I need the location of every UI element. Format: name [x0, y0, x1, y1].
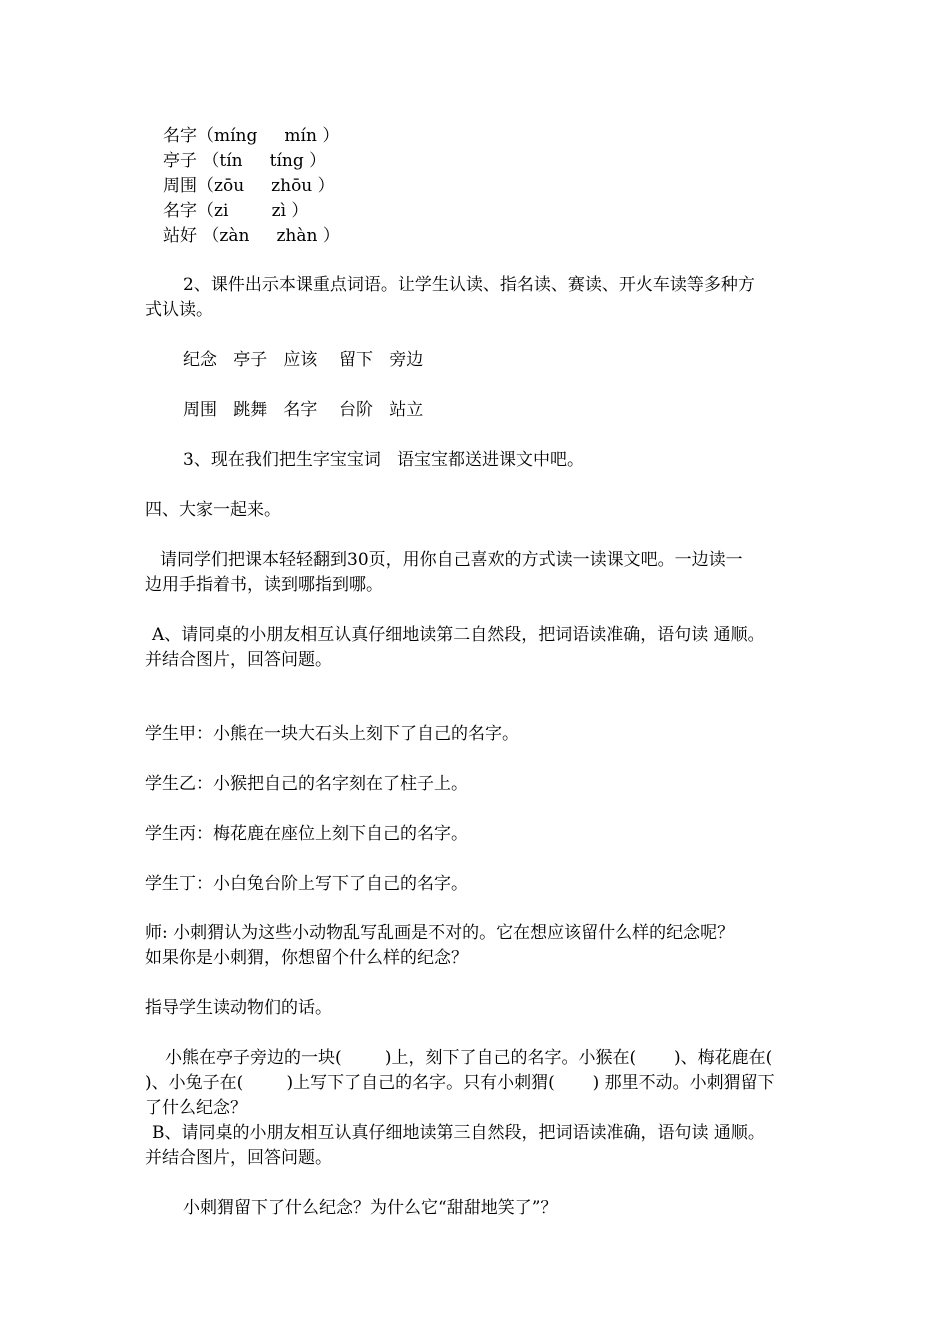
- step2-line1: 2、课件出示本课重点词语。让学生认读、指名读、赛读、开火车读等多种方: [183, 275, 755, 295]
- pinyin-item: 亭子 （tín tíng ）: [163, 151, 327, 171]
- teacher-line2: 如果你是小刺猬，你想留个什么样的纪念？: [145, 948, 468, 968]
- guide-text: 指导学生读动物们的话。: [145, 998, 332, 1018]
- intro-line2: 边用手指着书，读到哪指到哪。: [145, 575, 383, 595]
- step3: 3、现在我们把生字宝宝词 语宝宝都送进课文中吧。: [183, 450, 585, 470]
- step2-line2: 式认读。: [145, 300, 213, 320]
- pinyin-item: 周围（zōu zhōu ）: [163, 176, 335, 196]
- task-a-line1: A、请同桌的小朋友相互认真仔细地读第二自然段，把词语读准确，语句读 通顺。: [152, 625, 765, 645]
- teacher-line1: 师: 小刺猬认为这些小动物乱写乱画是不对的。它在想应该留什么样的纪念呢？: [145, 923, 735, 943]
- pinyin-item: 站好 （zàn zhàn ）: [163, 226, 340, 246]
- intro-line1: 请同学们把课本轻轻翻到30页，用你自己喜欢的方式读一读课文吧。一边读一: [160, 550, 743, 570]
- fill-blank-line2: )、小兔子在( )上写下了自己的名字。只有小刺猬( ) 那里不动。小刺猬留下: [145, 1073, 775, 1093]
- student-answer: 学生丁：小白兔台阶上写下了自己的名字。: [145, 874, 468, 894]
- key-words-row-2: 周围 跳舞 名字 台阶 站立: [183, 400, 424, 420]
- fill-blank-line1: 小熊在亭子旁边的一块( )上，刻下了自己的名字。小猴在( )、梅花鹿在(: [165, 1048, 773, 1068]
- final-question: 小刺猬留下了什么纪念？为什么它“甜甜地笑了”？: [183, 1198, 558, 1218]
- section-heading: 四、大家一起来。: [145, 500, 281, 520]
- key-words-row-1: 纪念 亭子 应该 留下 旁边: [183, 350, 424, 370]
- fill-blank-line3: 了什么纪念？: [145, 1098, 247, 1118]
- task-b-line2: 并结合图片，回答问题。: [145, 1148, 332, 1168]
- student-answer: 学生甲：小熊在一块大石头上刻下了自己的名字。: [145, 724, 519, 744]
- pinyin-item: 名字（zi zì ）: [163, 201, 309, 221]
- student-answer: 学生乙：小猴把自己的名字刻在了柱子上。: [145, 774, 468, 794]
- task-a-line2: 并结合图片，回答问题。: [145, 650, 332, 670]
- task-b-line1: B、请同桌的小朋友相互认真仔细地读第三自然段，把词语读准确，语句读 通顺。: [152, 1123, 765, 1143]
- student-answer: 学生丙：梅花鹿在座位上刻下自己的名字。: [145, 824, 468, 844]
- pinyin-item: 名字（míng mín ）: [163, 126, 340, 146]
